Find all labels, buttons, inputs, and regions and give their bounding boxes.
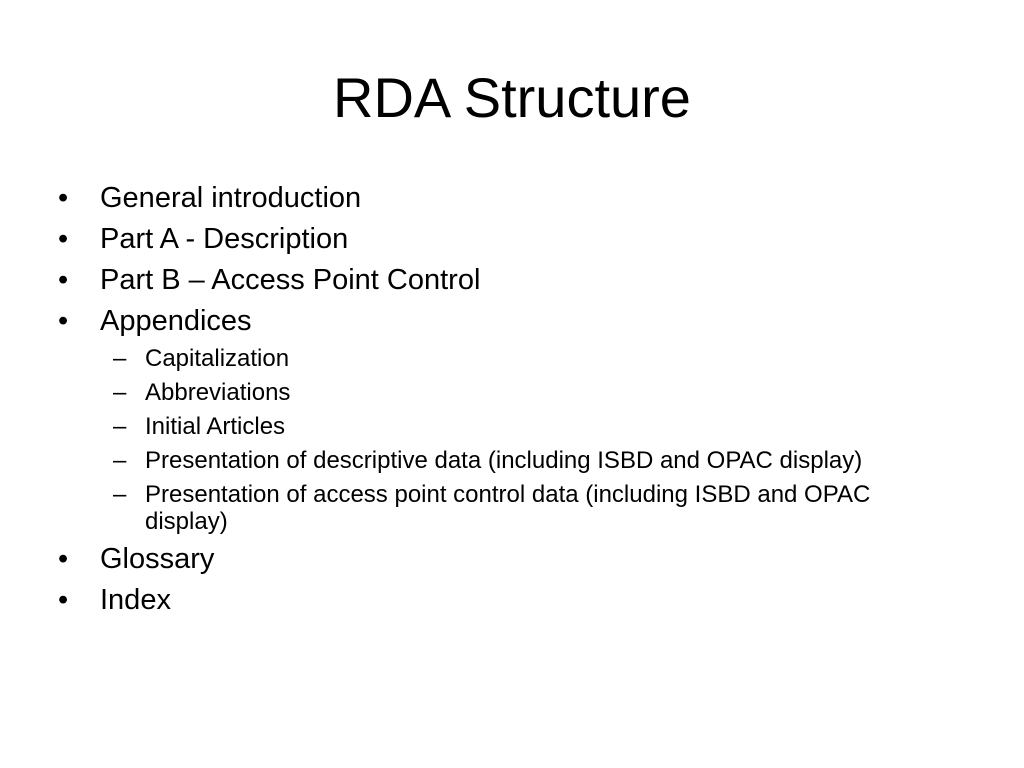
list-item-text: Part B – Access Point Control (100, 264, 481, 296)
slide-title: RDA Structure (333, 66, 691, 129)
list-item (58, 304, 958, 338)
list-item-text: General introduction (100, 182, 362, 214)
bullet-icon: • (58, 584, 69, 616)
sublist-item-text: Capitalization (145, 345, 290, 372)
list-item (58, 583, 958, 617)
sublist-item-text: Initial Articles (145, 413, 286, 440)
list-item-text: Appendices (100, 305, 252, 337)
bullet-list (58, 181, 958, 624)
list-item-text: Glossary (100, 543, 215, 575)
list-item-text: Index (100, 584, 171, 616)
dash-icon: – (113, 379, 127, 406)
sublist-item (58, 481, 945, 535)
sublist-item (58, 345, 945, 372)
list-item-text: Part A - Description (100, 223, 349, 255)
list-item (58, 181, 958, 215)
sublist-item (58, 447, 945, 474)
bullet-icon: • (58, 543, 69, 575)
dash-icon: – (113, 413, 127, 440)
bullet-icon: • (58, 264, 69, 296)
list-item (58, 222, 958, 256)
dash-icon: – (113, 447, 127, 474)
sublist-item-text: Presentation of access point control data (including ISBD and OPAC display) (145, 481, 871, 535)
dash-icon: – (113, 345, 127, 372)
appendices-sublist (58, 345, 958, 535)
sublist-item (58, 413, 945, 440)
bullet-icon: • (58, 182, 69, 214)
list-item (58, 263, 958, 297)
sublist-item-text: Abbreviations (145, 379, 291, 406)
bullet-icon: • (58, 223, 69, 255)
sublist-item (58, 379, 945, 406)
list-item (58, 542, 958, 576)
bullet-icon: • (58, 305, 69, 337)
sublist-item-text: Presentation of descriptive data (including ISBD and OPAC display) (145, 447, 863, 474)
dash-icon: – (113, 481, 127, 508)
